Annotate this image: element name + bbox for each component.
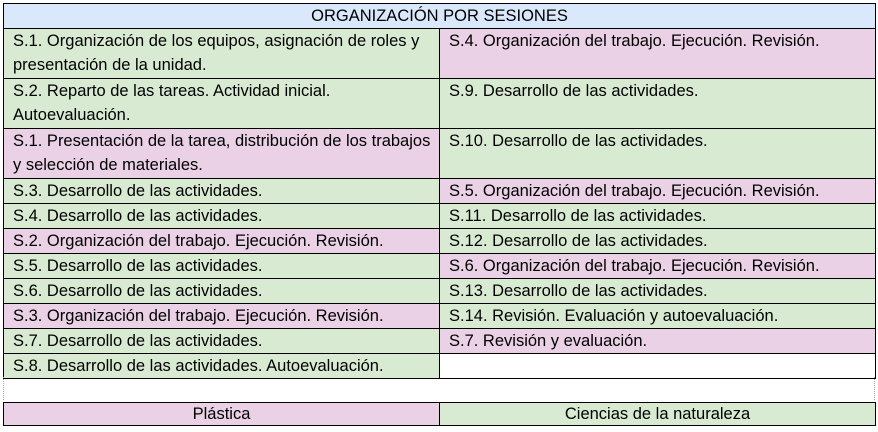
session-cell: S.10. Desarrollo de las actividades. xyxy=(440,129,876,179)
table-row xyxy=(4,79,876,129)
session-cell: S.3. Organización del trabajo. Ejecución. Revisión. xyxy=(4,304,440,329)
table-row xyxy=(4,279,876,304)
table-row xyxy=(4,129,876,179)
table-title: ORGANIZACIÓN POR SESIONES xyxy=(4,4,876,29)
session-cell xyxy=(440,354,876,379)
legend-ciencias: Ciencias de la naturaleza xyxy=(440,403,876,426)
table-row xyxy=(4,254,876,279)
session-cell: S.9. Desarrollo de las actividades. xyxy=(440,79,876,129)
session-cell: S.12. Desarrollo de las actividades. xyxy=(440,229,876,254)
session-cell: S.2. Organización del trabajo. Ejecución. Revisión. xyxy=(4,229,440,254)
table-row xyxy=(4,354,876,379)
table-row xyxy=(4,179,876,204)
table-row xyxy=(4,229,876,254)
session-cell: S.5. Organización del trabajo. Ejecución. Revisión. xyxy=(440,179,876,204)
session-cell: S.6. Desarrollo de las actividades. xyxy=(4,279,440,304)
legend-table xyxy=(3,402,876,426)
table-row xyxy=(4,204,876,229)
session-cell: S.1. Presentación de la tarea, distribución de los trabajos y selección de materiales. xyxy=(4,129,440,179)
table-row xyxy=(4,329,876,354)
table-row xyxy=(4,304,876,329)
session-cell: S.7. Desarrollo de las actividades. xyxy=(4,329,440,354)
session-cell: S.11. Desarrollo de las actividades. xyxy=(440,204,876,229)
session-cell: S.14. Revisión. Evaluación y autoevaluación. xyxy=(440,304,876,329)
legend-plastica: Plástica xyxy=(4,403,440,426)
session-cell: S.6. Organización del trabajo. Ejecución. Revisión. xyxy=(440,254,876,279)
table-spacer xyxy=(3,377,875,400)
sessions-table xyxy=(3,3,876,379)
session-cell: S.8. Desarrollo de las actividades. Autoevaluación. xyxy=(4,354,440,379)
table-row xyxy=(4,29,876,79)
session-cell: S.7. Revisión y evaluación. xyxy=(440,329,876,354)
session-cell: S.4. Organización del trabajo. Ejecución. Revisión. xyxy=(440,29,876,79)
session-cell: S.4. Desarrollo de las actividades. xyxy=(4,204,440,229)
legend-row xyxy=(4,403,876,426)
session-cell: S.5. Desarrollo de las actividades. xyxy=(4,254,440,279)
session-cell: S.13. Desarrollo de las actividades. xyxy=(440,279,876,304)
session-cell: S.1. Organización de los equipos, asignación de roles y presentación de la unidad. xyxy=(4,29,440,79)
session-cell: S.3. Desarrollo de las actividades. xyxy=(4,179,440,204)
session-cell: S.2. Reparto de las tareas. Actividad inicial. Autoevaluación. xyxy=(4,79,440,129)
